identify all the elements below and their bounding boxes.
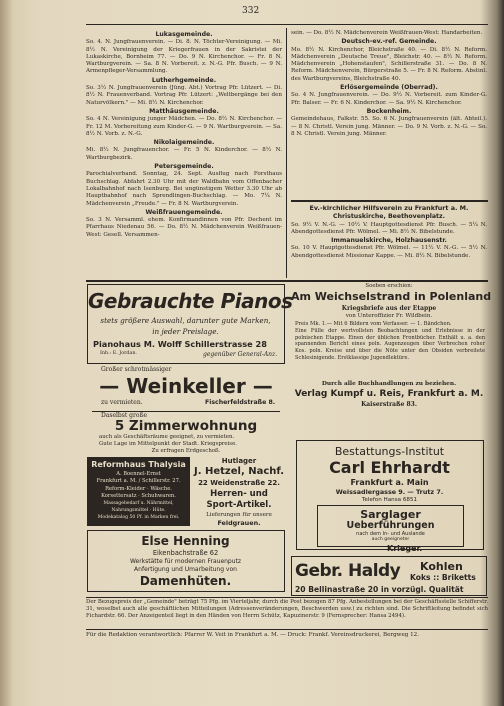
ad-hutlager-line2: Sport-Artikel. — [206, 500, 272, 510]
ad-reformhaus-l7: Modekatalog 50 Pf. in Marken frei. — [97, 515, 180, 520]
column-paragraph: Gemeindehaus, Falkstr. 55. So. 6 N. Jungfrauenverein (ält. Abteil.). — 8 N. Christl. Verein jung. Männer. — Do. 9 N. Vorb. z. N.-G. — So. 8 N. Christl. Verein jung. Männer. — [291, 116, 487, 137]
ad-reformhaus-l3: Reform-Kleider · Wäsche. — [105, 486, 172, 492]
ad-weinkeller-rent: zu vermieten. — [101, 399, 143, 406]
top-rule — [86, 24, 488, 25]
page-binding-edge — [0, 0, 12, 706]
ad-ehrhardt-city: Frankfurt a. Main — [350, 478, 429, 487]
ad-ehrhardt — [296, 440, 484, 553]
ad-buch-bezug: Durch alle Buchhandlungen zu beziehen. — [321, 381, 457, 387]
ads-rule — [86, 280, 488, 282]
ad-reformhaus-title: Reformhaus Thalysia — [91, 460, 186, 469]
ad-henning-street: Eikenbachstraße 62 — [152, 549, 219, 557]
ad-hutlager-line3: Lieferungen für unsere — [206, 512, 272, 518]
column-heading: Deutsch-ev.-ref. Gemeinde. — [341, 38, 437, 46]
column-heading: Bockenheim. — [366, 107, 412, 115]
ad-ehrhardt-top: Bestattungs-Institut — [334, 445, 445, 458]
ad-buch-sub: Kriegsbriefe aus der Etappe — [341, 305, 437, 312]
ad-reformhaus-l6: Nahrungsmittel · Hüte. — [111, 508, 166, 513]
column-paragraph: So. 3½ N. Jungfrauenverein (Jüng. Abt.) Vortrag Pfr. Lützert. — Di. 8½ N. Frauenverband. Vortrag Pfr. Lützert: „Weltbergänge bei den Naturvölkern." — Mi. 8½ N. Kirchenchor. — [86, 85, 282, 106]
left-column — [86, 30, 282, 239]
ad-reformhaus-l5: Massagebedarf u. Nährmittel, — [103, 501, 174, 506]
ad-buch-verlag: Verlag Kumpf u. Reis, Frankfurt a. M. — [294, 389, 484, 399]
column-paragraph: Mi. 8½ N. Jungfrauenchor. — Fr. 5 N. Kinderchor. — 8½ N. Wartburgbezirk. — [86, 147, 282, 161]
ad-hutlager-line4: Feldgrauen. — [217, 519, 261, 527]
ad-buch-text: Eine Fülle der wertvollsten Beobachtungen und Erlebnisse in der polnischen Etappe. Einen der üblichen Frontbücher. Enthält u. a. den spannenden Bericht eines poln. Augenzeugen über Verbrechen roher Kos. poln. Kreise und über die Nöte unter den Obsiden verbreitete Schlesinigende. Erstklassige Jugendlektüre. — [295, 328, 485, 361]
ad-sarg-l5: Krieger. — [387, 544, 423, 553]
ad-buch-verlag-sub: Kaiserstraße 83. — [361, 401, 417, 408]
ad-haldy — [291, 556, 487, 596]
ad-henning-l1: Werkstätte für modernen Frauenputz — [129, 558, 242, 565]
ad-hutlager-name: J. Hetzel, Nachf. — [193, 466, 284, 477]
ad-buch-preis: Preis Mk. 1.— Mit 6 Bildern vom Verfasser. — 1. Bändchen. — [295, 321, 452, 327]
right-column-hilfsverein — [291, 204, 487, 260]
ad-sarg-box — [317, 505, 464, 547]
ad-zimmer-line2: Gute Lage im Mittelpunkt der Stadt. Kriegspreise. — [99, 441, 237, 447]
column-heading: Erlösergemeinde (Oberrad). — [340, 84, 438, 92]
ad-ehrhardt-name: Carl Ehrhardt — [329, 458, 450, 477]
column-heading: Petersgemeinde. — [154, 163, 214, 171]
ad-zimmer-line3: Zu erfragen Erdgeschoß. — [151, 448, 221, 454]
footer-bezugspreis: Der Bezugspreis der „Gemeinde" beträgt 75 Pfg. im Vierteljahr, durch die Post bezogen 87 Pfg. Anbestellungen bei der Geschäftsstelle Schifferstr. 31, woselbst auch alle geschäftlichen Mitteilungen (Adressenveränderungen, Beschwerden usw.) zu richten sind. Die Schriftleitung befindet sich Fichardstr. 66. Der Anzeigenteil liegt in den Händen von Herrn Schütz, Kapuzinerstr. 9 (Fernsprecher: Hansa 2494). — [86, 599, 488, 619]
column-paragraph: So. 10 V. Hauptgottesdienst Pfr. Wölmel. — 11½ V. N.-G. — 5½ N. Abendgottesdienst Missionar Kappe. — Mi. 8½ N. Bibelstunde. — [291, 245, 487, 259]
ad-pianos-line2: in jeder Preislage. — [152, 327, 219, 336]
ad-hutlager — [193, 457, 285, 527]
ad-sarg-l3: nach dem In- und Auslande — [356, 531, 425, 537]
ad-buch-sub2: von Unteroffizier Fr. Wildbein. — [345, 313, 433, 319]
ad-reformhaus-l1: A. Boennel-Ernst — [116, 471, 161, 477]
ad-sarg-l2: Ueberführungen — [346, 520, 435, 531]
ad-henning-big: Damenhüten. — [139, 574, 232, 588]
right-column — [291, 30, 487, 138]
ad-weinkeller — [87, 366, 285, 410]
right-section-rule — [291, 200, 488, 202]
ad-zimmer-top: Daselbst große — [101, 412, 148, 419]
column-paragraph: Parochialverband. Sonntag, 24. Sept. Ausflug nach Forsthaus Buchschlag. Abfahrt 2.30 Uhr mit der Waldbahn vom Offenbacher Lokalbahnhof nach Isenburg. Bei ungünstigem Wetter 3.30 Uhr ab Hauptbahnhof nach Sprendlingen-Buchschlag. — Mo. 7¼ N. Mädchenverein „Freude." — Fr. 8 N. Wartburgverein. — [86, 171, 282, 207]
ad-pianos-location: gegenüber General-Anz. — [203, 351, 278, 358]
ad-weinkeller-title: — Weinkeller — — [99, 374, 273, 398]
ad-sarg-l4: auch geeigneter — [371, 537, 410, 542]
ad-weinkeller-address: Fischerfeldstraße 8. — [205, 399, 276, 406]
column-heading: Christuskirche, Beethovenplatz. — [333, 213, 445, 221]
ad-pianos-title: Gebrauchte Pianos — [88, 289, 293, 313]
ad-pianos-line1: stets größere Auswahl, darunter gute Marken, — [100, 316, 271, 325]
ad-hutlager-top: Hutlager — [221, 457, 257, 465]
ad-haldy-name: Gebr. Haldy — [295, 561, 401, 581]
column-divider — [286, 28, 287, 278]
column-heading: Immanuelskirche, Holzhausenstr. — [331, 237, 447, 245]
page-number: 332 — [242, 6, 260, 16]
column-heading: Weißfrauengemeinde. — [145, 208, 223, 216]
ad-haldy-right1: Kohlen — [420, 560, 463, 573]
ad-henning-l2: Anfertigung und Umarbeitung von — [134, 566, 237, 573]
ad-zimmer — [87, 412, 285, 452]
ad-zimmer-title: 5 Zimmerwohnung — [114, 418, 258, 434]
column-heading: Nikolaigemeinde. — [153, 139, 215, 147]
ad-pianos — [87, 284, 293, 364]
footer-rule — [86, 597, 488, 598]
ad-pianos-owner: Inh.: E. Jordan. — [100, 351, 137, 356]
ad-sarg-l1: Sarglager — [360, 508, 421, 521]
ad-henning — [87, 530, 285, 592]
ad-hutlager-street: 22 Weidenstraße 22. — [198, 479, 280, 487]
ad-ehrhardt-tel: Telefon Hansa 6851 — [361, 497, 418, 503]
ad-buch-top: Soeben erschien: — [365, 283, 413, 289]
ad-reformhaus — [87, 457, 190, 526]
column-heading: Ev.-kirchlicher Hilfsverein zu Frankfurt a. M. — [309, 204, 469, 212]
column-heading: Lukasgemeinde. — [155, 31, 213, 38]
ad-buch — [291, 283, 492, 433]
ad-reformhaus-l2: Frankfurt a. M. / Schillerstr. 27. — [96, 478, 181, 484]
column-paragraph: So. 4 N. Jungfrauenverein. — Do. 9½ N. Vorbereit. zum Kinder-G. Pfr. Balser. — Fr. 6 N. Kinderchor. — Sa. 9½ N. Kirchenchor. — [291, 92, 487, 106]
ad-haldy-bottom: 20 Bellinastraße 20 in vorzügl. Qualität — [295, 585, 464, 594]
column-paragraph: So. 4. N. Jungfrauenverein. — Di. 8. N. Töchter-Vereinigung. — Mi. 8½ N. Vereinigung der Kriegerfrauen in der Sakristei der Lukaskirche, Bornheim 77. — Do. 9 N. Kirchenchor. — Fr. 8 N. Wartburgverein. — Sa. 8 N. Vorbereit. z. N.-G. Pfr. Busch. — 9 N. Armenpfleger-Versammlung. — [86, 39, 282, 75]
ad-henning-name: Else Henning — [141, 534, 230, 548]
column-paragraph: So. 3 N. Versamml. ehem. Konfirmandinnen von Pfr. Dechent im Pfarrhaus Niedenau 56. — Do. 8½ N. Mädchenverein Weißfrauen-West: Gesell. Versammen- — [86, 217, 282, 238]
column-paragraph: Mo. 8½ N. Kirchenchor, Bleichstraße 40. — Di. 8½ N. Reform. Mädchenverein „Deutsche Treue", Bleichstr. 40. — 8½ N. Reform. Mädchenverein „Hohenstaufen", Schillerstraße 31. — Do. 8 N. Reform. Mädchenverein, Bürgerstraße 5. — Fr. 8 N. Reform. Abstinl. des Wartburgvereins, Bleichstraße 40. — [291, 46, 487, 82]
ad-pianos-firm: Pianohaus M. Wolff Schillerstrasse 28 — [93, 339, 267, 349]
ad-haldy-right2: Koks :: Briketts — [410, 573, 476, 582]
ad-ehrhardt-street: Weissadlergasse 9. — Trutz 7. — [335, 488, 444, 496]
ad-reformhaus-l4: Korsettersatz · Schuhwaren. — [101, 493, 176, 499]
ad-hutlager-line1: Herren- und — [210, 489, 268, 499]
column-paragraph: So. 9½ V. N.-G. — 10½ V. Hauptgottesdienst Pfr. Busch. — 5¼ N. Abendgottesdienst Pfr. Wölmel. — Mi. 8½ N. Bibelstunde. — [291, 221, 487, 235]
ad-zimmer-line1: auch als Geschäftsräume geeignet, zu vermieten. — [99, 434, 235, 440]
column-heading: Lutherhgemeinde. — [151, 76, 217, 84]
redaktion-rule — [86, 629, 488, 630]
footer-redaktion: Für die Redaktion verantwortlich: Pfarrer W. Veit in Frankfurt a. M. — Druck: Frankf. Vereinsdruckerei, Bergweg 12. — [86, 632, 420, 638]
ad-buch-title: Am Weichselstrand in Polenland — [291, 290, 492, 303]
column-paragraph: sein. — Do. 8½ N. Mädchenverein Weißfrauen-West: Handarbeiten. — [291, 30, 483, 36]
column-paragraph: So. 4 N. Vereinigung junger Mädchen. — Do. 8½ N. Kirchenchor. — Fr. 12 M. Vorbereitung zum Kinder-G. — 9 N. Wartburgverein. — Sa. 8½ N. Vorb. z. N.-G. — [86, 116, 282, 137]
ad-weinkeller-top: Großer schrotmässiger — [101, 366, 172, 373]
column-heading: Matthäusgemeinde. — [149, 107, 219, 115]
